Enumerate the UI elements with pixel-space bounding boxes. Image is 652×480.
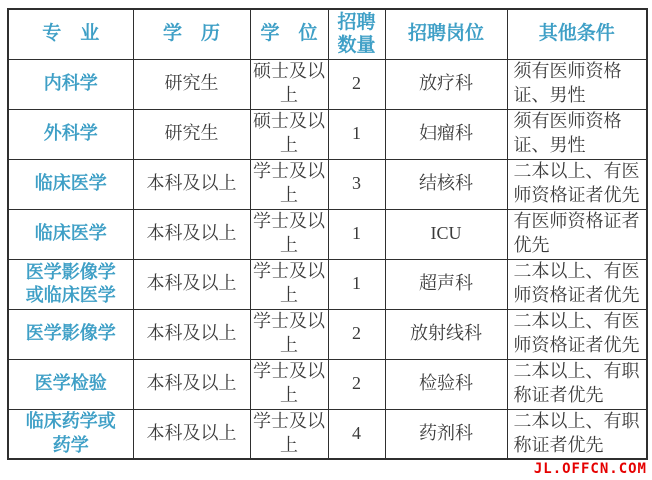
cell-position: ICU [385,209,507,259]
cell-position: 药剂科 [385,409,507,459]
cell-education: 本科及以上 [133,259,250,309]
cell-degree: 硕士及以上 [250,59,328,109]
cell-education: 研究生 [133,109,250,159]
cell-conditions: 二本以上、有职称证者优先 [507,359,647,409]
table-header [8,9,647,59]
header-position: 招聘岗位 [385,9,507,59]
cell-position: 检验科 [385,359,507,409]
cell-count: 3 [328,159,385,209]
cell-conditions: 二本以上、有医师资格证者优先 [507,309,647,359]
cell-major: 临床医学 [8,209,133,259]
cell-major: 内科学 [8,59,133,109]
cell-education: 本科及以上 [133,209,250,259]
cell-count: 2 [328,309,385,359]
cell-major: 临床医学 [8,159,133,209]
cell-major: 外科学 [8,109,133,159]
cell-degree: 学士及以上 [250,359,328,409]
cell-degree: 硕士及以上 [250,109,328,159]
table-row [8,359,647,409]
watermark: JL.OFFCN.COM [533,460,647,477]
cell-position: 超声科 [385,259,507,309]
cell-position: 妇瘤科 [385,109,507,159]
header-conditions: 其他条件 [507,9,647,59]
table-body [8,59,647,459]
cell-conditions: 二本以上、有医师资格证者优先 [507,159,647,209]
cell-position: 结核科 [385,159,507,209]
cell-major: 医学影像学 [8,309,133,359]
header-count: 招聘数量 [328,9,385,59]
cell-education: 研究生 [133,59,250,109]
cell-degree: 学士及以上 [250,259,328,309]
header-major: 专 业 [8,9,133,59]
table-row [8,109,647,159]
cell-count: 1 [328,109,385,159]
recruitment-table [7,8,648,460]
cell-count: 2 [328,359,385,409]
cell-count: 1 [328,259,385,309]
cell-degree: 学士及以上 [250,159,328,209]
cell-conditions: 须有医师资格证、男性 [507,59,647,109]
cell-conditions: 有医师资格证者优先 [507,209,647,259]
cell-major: 临床药学或药学 [8,409,133,459]
cell-conditions: 须有医师资格证、男性 [507,109,647,159]
cell-conditions: 二本以上、有职称证者优先 [507,409,647,459]
cell-count: 4 [328,409,385,459]
cell-conditions: 二本以上、有医师资格证者优先 [507,259,647,309]
cell-degree: 学士及以上 [250,209,328,259]
cell-education: 本科及以上 [133,359,250,409]
cell-degree: 学士及以上 [250,309,328,359]
header-education: 学 历 [133,9,250,59]
table-row [8,409,647,459]
table-row [8,159,647,209]
cell-count: 2 [328,59,385,109]
table-row [8,209,647,259]
table-row [8,309,647,359]
header-row [8,9,647,59]
cell-position: 放射线科 [385,309,507,359]
cell-education: 本科及以上 [133,409,250,459]
header-degree: 学 位 [250,9,328,59]
cell-major: 医学检验 [8,359,133,409]
table-row [8,259,647,309]
cell-position: 放疗科 [385,59,507,109]
cell-degree: 学士及以上 [250,409,328,459]
cell-major: 医学影像学或临床医学 [8,259,133,309]
cell-education: 本科及以上 [133,159,250,209]
cell-education: 本科及以上 [133,309,250,359]
table-row [8,59,647,109]
cell-count: 1 [328,209,385,259]
